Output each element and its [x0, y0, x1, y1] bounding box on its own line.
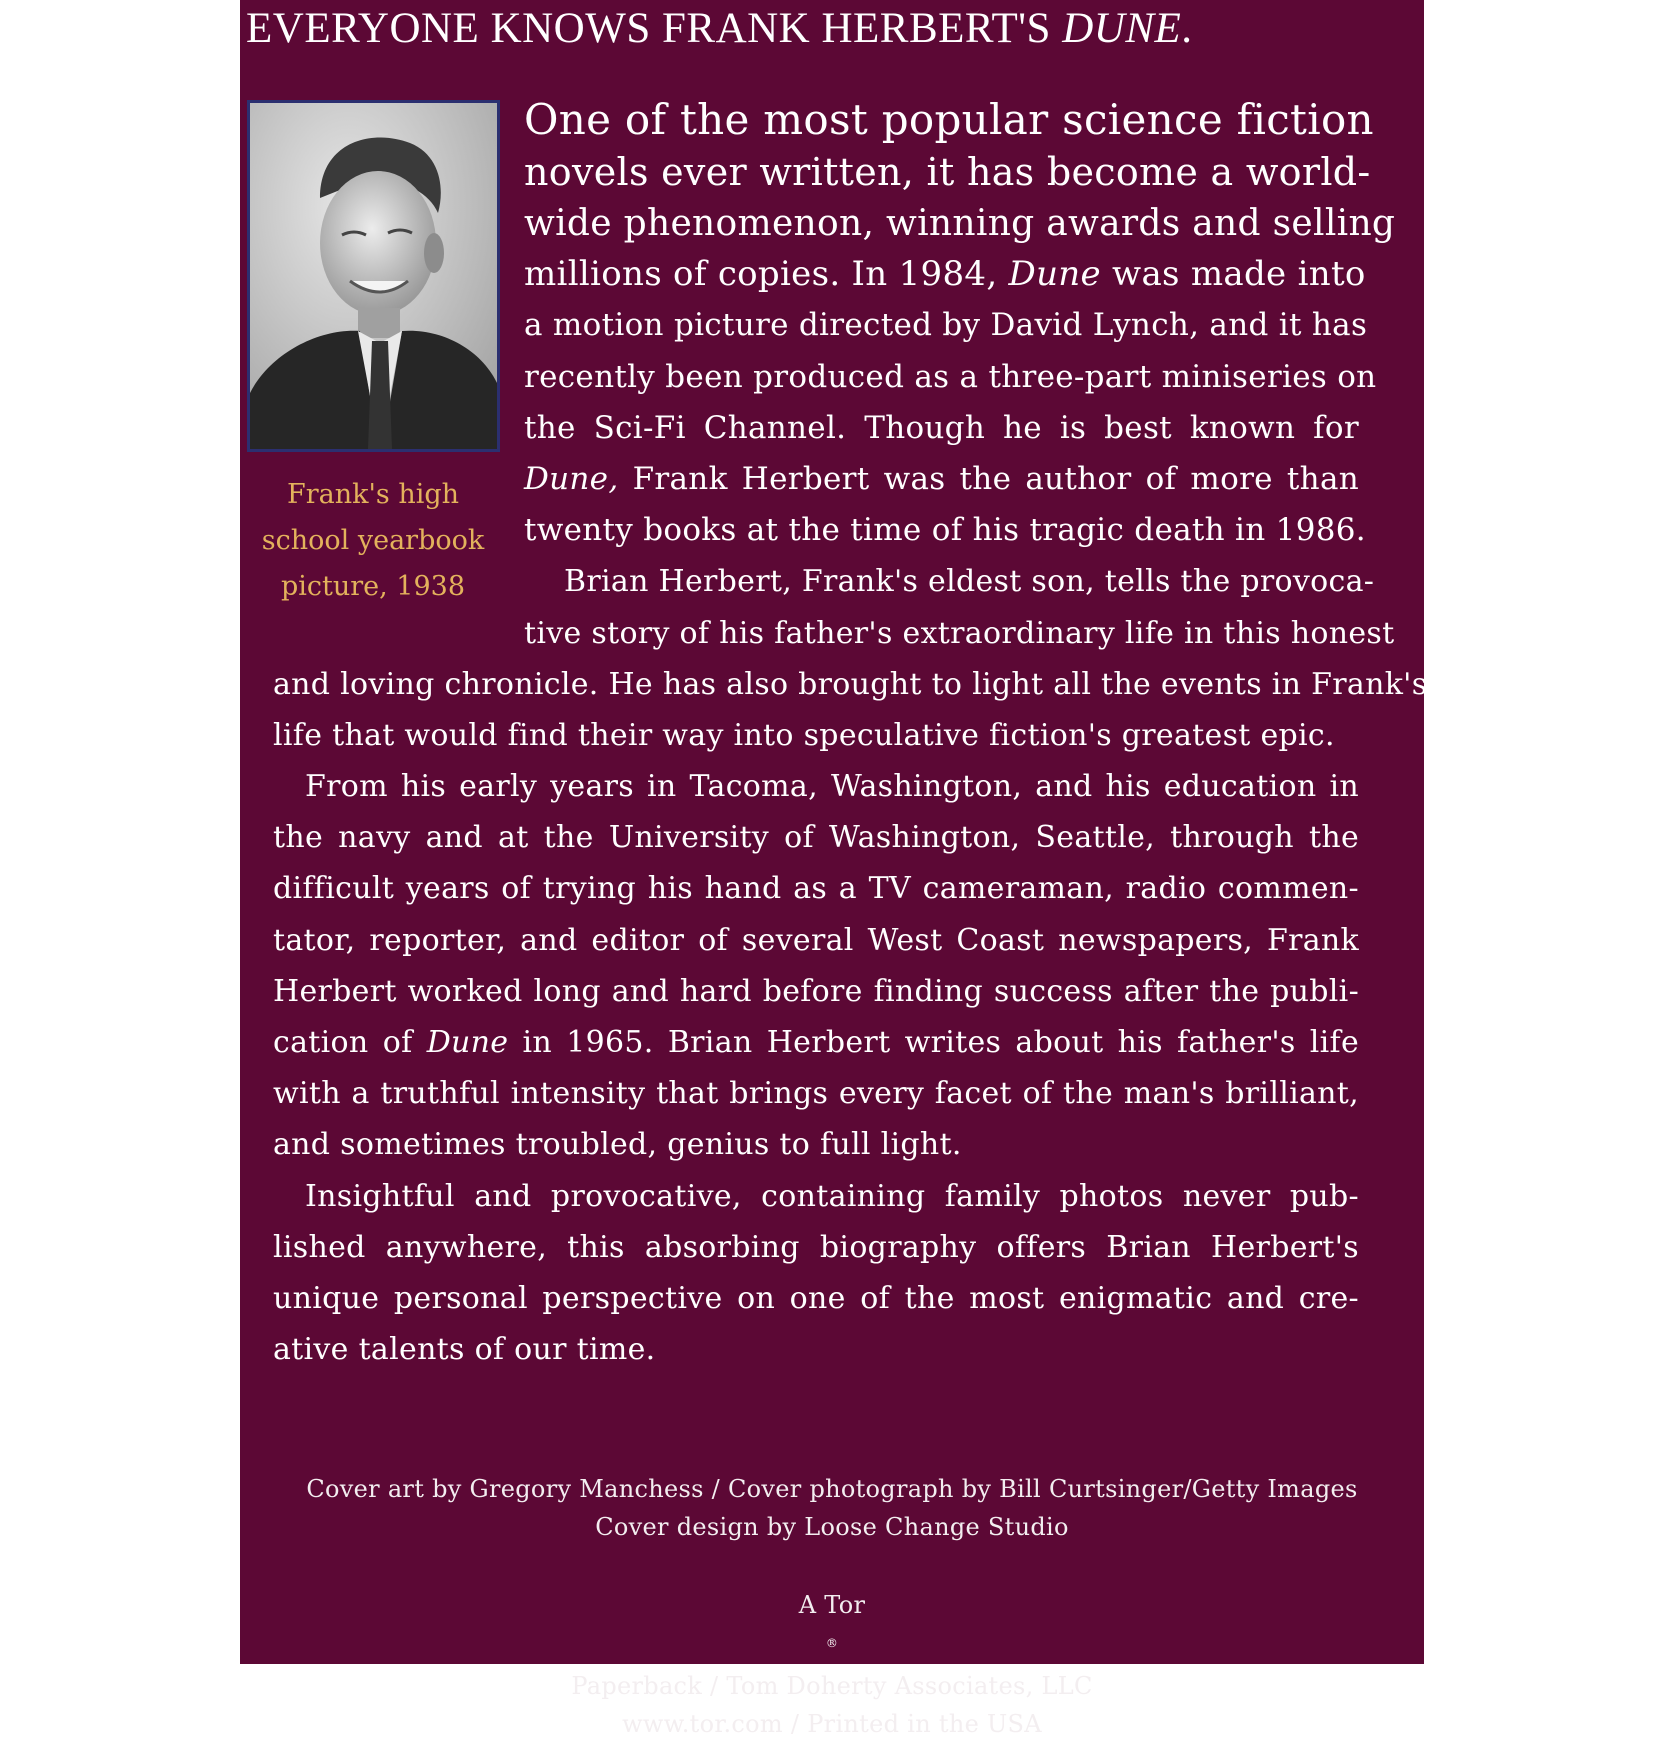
body-line: the Sci-Fi Channel. Though he is best known for — [524, 409, 1359, 446]
body-line: Herbert worked long and hard before finding success after the publi- — [273, 973, 1359, 1009]
caption-line: picture, 1938 — [280, 571, 466, 602]
body-line: ative talents of our time. — [273, 1332, 656, 1368]
body-line-text: in 1965. Brian Herbert writes about his father's life — [508, 1025, 1359, 1060]
caption-line: school yearbook — [261, 525, 485, 556]
blurb-body — [273, 94, 1635, 1375]
back-cover — [240, 0, 1428, 1738]
paragraph-career — [273, 761, 1635, 1171]
cover-design-credit: Cover design by Loose Change Studio — [595, 1513, 1069, 1541]
headline-period: . — [1181, 5, 1193, 52]
dune-title: Dune — [426, 1025, 509, 1060]
body-line — [273, 454, 1359, 505]
body-line-text: millions of copies. In 1984, — [524, 254, 1009, 295]
lead-line: novels ever written, it has become a world- — [524, 150, 1371, 194]
headline — [246, 0, 1422, 58]
body-line-text: was made into — [1100, 254, 1366, 295]
body-line-text: cation of — [273, 1025, 427, 1060]
headline-dune-title: DUNE — [1062, 5, 1182, 52]
body-line: tator, reporter, and editor of several West Coast newspapers, Frank — [273, 922, 1359, 958]
cover-art-credit: Cover art by Gregory Manchess / Cover photograph by Bill Curtsinger/Getty Images — [306, 1475, 1358, 1503]
body-line: Brian Herbert, Frank's eldest son, tells the provoca- — [564, 564, 1375, 600]
body-line — [273, 249, 1366, 300]
body-line: and sometimes troubled, genius to full light. — [273, 1127, 962, 1163]
registered-mark: ® — [825, 1636, 839, 1650]
headline-text: EVERYONE KNOWS FRANK HERBERT'S — [246, 5, 1063, 52]
body-line: difficult years of trying his hand as a TV cameraman, radio commen- — [273, 871, 1359, 907]
body-line: the navy and at the University of Washington, Seattle, through the — [273, 820, 1359, 856]
dune-title: Dune — [1008, 254, 1101, 295]
publisher-tor: A Tor — [798, 1591, 866, 1619]
cover-credits — [240, 1470, 1424, 1546]
dune-title: Dune, — [524, 460, 619, 497]
body-line-text: Frank Herbert was the author of more than — [618, 460, 1359, 497]
body-line: twenty books at the time of his tragic death in 1986. — [524, 512, 1366, 549]
body-line: Insightful and provocative, containing family photos never pub- — [305, 1178, 1359, 1214]
lead-line: One of the most popular science fiction — [524, 95, 1374, 144]
body-line: From his early years in Tacoma, Washington, and his education in — [305, 769, 1359, 805]
paragraph-brian — [273, 556, 1635, 761]
body-line: with a truthful intensity that brings every facet of the man's brilliant, — [273, 1076, 1359, 1112]
paragraph-intro — [273, 94, 1635, 556]
publisher-website: www.tor.com / Printed in the USA — [622, 1710, 1042, 1738]
body-line: lished anywhere, this absorbing biography offers Brian Herbert's — [273, 1229, 1359, 1265]
paragraph-summary — [273, 1171, 1635, 1376]
body-line: and loving chronicle. He has also brought to light all the events in Frank's — [273, 666, 1428, 702]
publisher-info — [240, 1586, 1424, 1743]
body-line: wide phenomenon, winning awards and selling — [524, 203, 1396, 244]
body-line: unique personal perspective on one of the most enigmatic and cre- — [273, 1280, 1359, 1316]
publisher-name: Paperback / Tom Doherty Associates, LLC — [571, 1672, 1093, 1700]
body-line: tive story of his father's extraordinary life in this honest — [524, 615, 1395, 651]
body-line: life that would find their way into speculative fiction's greatest epic. — [273, 717, 1335, 753]
caption-line: Frank's high — [286, 479, 460, 510]
body-line: recently been produced as a three-part miniseries on — [524, 358, 1377, 395]
body-line — [273, 1017, 1359, 1068]
body-line: a motion picture directed by David Lynch, and it has — [524, 307, 1368, 344]
publisher-line — [240, 1586, 1424, 1705]
